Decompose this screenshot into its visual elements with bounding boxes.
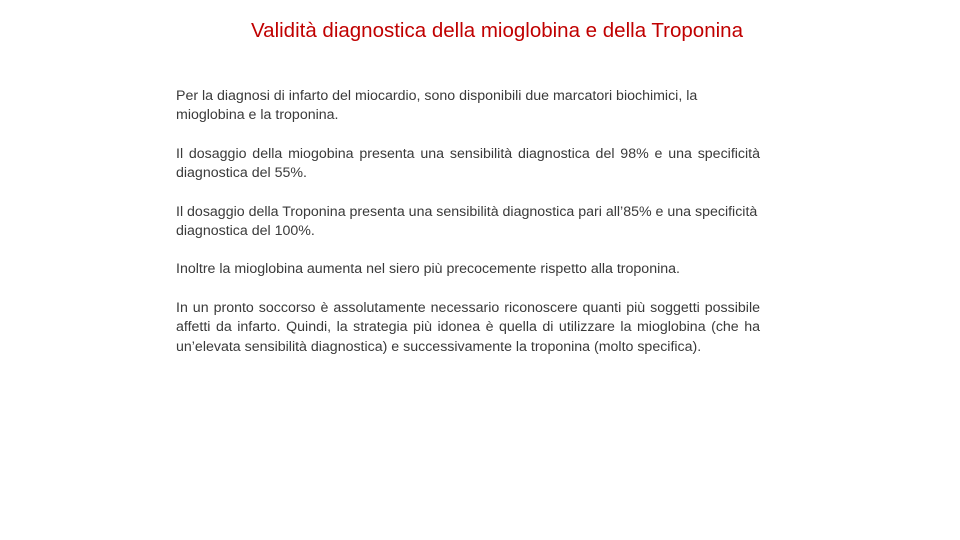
paragraph-diagnosis-markers: Per la diagnosi di infarto del miocardio, sono disponibili due marcatori biochimici, la mioglobina e la troponina. [176, 88, 698, 124]
paragraph-emergency-strategy: In un pronto soccorso è assolutamente necessario riconoscere quanti più soggetti possibile affetti da infarto. Quindi, la strategia più idonea è quella di utilizzare la mioglobina (che ha un’elevata sensibilità diagnostica) e successivamente la troponina (molto specifica). [176, 299, 760, 355]
slide-body [176, 87, 760, 376]
paragraph-myoglobin-sensitivity: Il dosaggio della miogobina presenta una sensibilità diagnostica del 98% e una specificità diagnostica del 55%. [176, 145, 760, 182]
paragraph-troponin-sensitivity: Il dosaggio della Troponina presenta una sensibilità diagnostica pari all’85% e una specificità diagnostica del 100%. [176, 203, 758, 240]
paragraph-myoglobin-early-rise: Inoltre la mioglobina aumenta nel siero più precocemente rispetto alla troponina. [176, 261, 680, 278]
slide-title: Validità diagnostica della mioglobina e della Troponina [251, 19, 743, 42]
